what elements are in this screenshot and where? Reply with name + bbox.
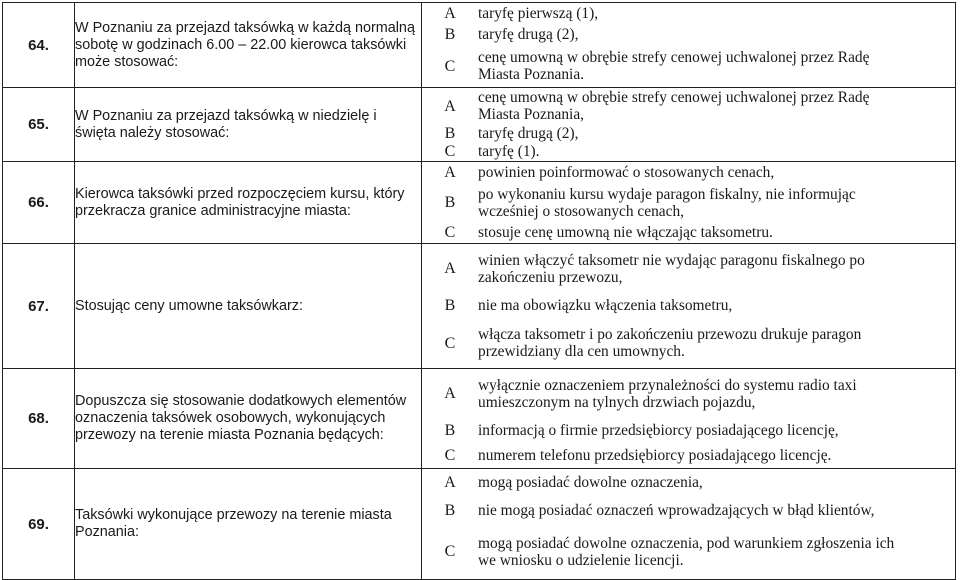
answer-letter: B: [444, 26, 456, 43]
answer-text-line: Miasta Poznania.: [478, 66, 584, 83]
answer-option: [422, 443, 955, 468]
answer-text-line: cenę umowną w obrębie strefy cenowej uchwalonej przez Radę: [478, 49, 870, 66]
answer-option: [422, 182, 955, 223]
answer-text-line: nie ma obowiązku włączenia taksometru,: [478, 297, 733, 315]
exam-questions-table: [2, 2, 956, 580]
answer-text: [478, 318, 955, 368]
answer-text-line: zakończeniu przewozu,: [478, 268, 623, 286]
answer-list: [422, 88, 955, 161]
question-text-line: W Poznaniu za przejazd taksówką w niedzielę i: [75, 107, 377, 124]
answer-letter: C: [444, 447, 456, 465]
answer-letter: B: [444, 194, 456, 211]
question-row: [3, 88, 956, 162]
answer-letter: A: [444, 5, 456, 22]
answer-letter: A: [444, 163, 456, 181]
answer-option: [422, 497, 955, 525]
question-number: 69.: [3, 469, 75, 580]
answer-text-line: mogą posiadać dowolne oznaczenia,: [478, 474, 703, 492]
answer-letter: B: [444, 125, 456, 143]
answer-text-line: taryfę (1).: [478, 143, 540, 161]
answer-text-line: wyłącznie oznaczeniem przynależności do systemu radio taxi: [478, 376, 857, 394]
answers-cell: [422, 469, 956, 580]
answer-option: [422, 318, 955, 368]
answer-option: [422, 524, 955, 579]
answer-text: [478, 88, 955, 125]
answer-letter: A: [444, 260, 456, 278]
answer-letter: B: [444, 422, 456, 440]
answer-text: [478, 182, 955, 223]
answer-text-line: mogą posiadać dowolne oznaczenia, pod warunkiem zgłoszenia ich: [478, 534, 895, 552]
question-row: [3, 369, 956, 469]
answer-text: [478, 3, 955, 24]
question-text-line: sobotę w godzinach 6.00 – 22.00 kierowca taksówki: [75, 36, 407, 53]
answer-option: [422, 162, 955, 182]
answer-text-line: taryfę pierwszą (1),: [478, 5, 599, 22]
answers-cell: [422, 3, 956, 88]
question-number: 64.: [3, 3, 75, 88]
answer-list: [422, 469, 955, 579]
answer-text-line: Miasta Poznania,: [478, 106, 584, 124]
answer-letter: C: [444, 543, 456, 560]
answer-text: [478, 45, 955, 87]
answer-text-line: taryfę drugą (2),: [478, 26, 579, 43]
answer-text-line: cenę umowną w obrębie strefy cenowej uchwalonej przez Radę: [478, 89, 870, 107]
answer-option: [422, 24, 955, 45]
answer-list: [422, 162, 955, 243]
question-text: [75, 88, 422, 162]
question-row: [3, 162, 956, 244]
answer-option: [422, 223, 955, 243]
answer-list: [422, 3, 955, 87]
answer-list: [422, 244, 955, 368]
question-text-line: Stosując ceny umowne taksówkarz:: [75, 297, 303, 314]
answer-list: [422, 369, 955, 468]
answer-text-line: przewidziany dla cen umownych.: [478, 343, 685, 361]
answer-text-line: nie mogą posiadać oznaczeń wprowadzających w błąd klientów,: [478, 501, 875, 519]
answer-option: [422, 3, 955, 24]
question-number: 66.: [3, 162, 75, 244]
answer-text: [478, 143, 955, 161]
answer-text: [478, 294, 955, 319]
answer-text-line: informacją o firmie przedsiębiorcy posiadającego licencję,: [478, 422, 839, 440]
answer-letter: C: [444, 57, 456, 75]
answers-cell: [422, 88, 956, 162]
answer-text: [478, 419, 955, 444]
question-row: [3, 469, 956, 580]
answer-option: [422, 244, 955, 294]
answer-text-line: powinien poinformować o stosowanych cenach,: [478, 163, 775, 181]
answer-text-line: włącza taksometr i po zakończeniu przewozu drukuje paragon: [478, 326, 862, 344]
question-text-line: może stosować:: [75, 53, 179, 70]
answer-text: [478, 369, 955, 419]
answer-text: [478, 162, 955, 182]
answer-letter: B: [444, 297, 456, 315]
answer-text: [478, 469, 955, 497]
question-text-line: W Poznaniu za przejazd taksówką w każdą normalną: [75, 19, 415, 36]
answer-option: [422, 469, 955, 497]
question-row: [3, 3, 956, 88]
question-text-line: Kierowca taksówki przed rozpoczęciem kursu, który: [75, 185, 405, 202]
answer-text-line: taryfę drugą (2),: [478, 125, 579, 143]
answer-option: [422, 45, 955, 87]
question-number: 68.: [3, 369, 75, 469]
answers-cell: [422, 244, 956, 369]
answer-text: [478, 223, 955, 243]
question-text: [75, 469, 422, 580]
question-text-line: Dopuszcza się stosowanie dodatkowych elementów: [75, 393, 407, 409]
answer-letter: C: [444, 334, 456, 352]
answer-text: [478, 125, 955, 143]
answer-letter: C: [444, 224, 456, 242]
question-number: 65.: [3, 88, 75, 162]
question-text: [75, 244, 422, 369]
answers-cell: [422, 162, 956, 244]
answer-letter: A: [444, 474, 456, 492]
answer-option: [422, 419, 955, 444]
answer-option: [422, 125, 955, 143]
questions-body: [3, 3, 956, 580]
answer-text: [478, 24, 955, 45]
answer-letter: A: [444, 97, 456, 115]
answer-text: [478, 244, 955, 294]
question-text-line: święta należy stosować:: [75, 124, 230, 141]
answer-text-line: winien włączyć taksometr nie wydając paragonu fiskalnego po: [478, 251, 865, 269]
answer-text: [478, 524, 955, 579]
answer-letter: A: [444, 385, 456, 403]
answer-text-line: we wniosku o udzielenie licencji.: [478, 551, 684, 569]
answers-cell: [422, 369, 956, 469]
answer-option: [422, 143, 955, 161]
answer-text: [478, 497, 955, 525]
question-number: 67.: [3, 244, 75, 369]
answer-text: [478, 443, 955, 468]
answer-option: [422, 88, 955, 125]
question-text: [75, 162, 422, 244]
answer-text-line: wcześniej o stosowanych cenach,: [478, 202, 684, 220]
answer-option: [422, 369, 955, 419]
question-row: [3, 244, 956, 369]
answer-text-line: numerem telefonu przedsiębiorcy posiadającego licencję.: [478, 447, 832, 465]
answer-letter: B: [444, 501, 456, 519]
question-text: [75, 3, 422, 88]
answer-text-line: po wykonaniu kursu wydaje paragon fiskalny, nie informując: [478, 185, 856, 203]
question-text: [75, 369, 422, 469]
question-text-line: przewozy na terenie miasta Poznania będących:: [75, 427, 384, 443]
answer-letter: C: [444, 143, 456, 161]
answer-text-line: stosuje cenę umowną nie włączając taksometru.: [478, 224, 773, 242]
answer-option: [422, 294, 955, 319]
answer-text-line: umieszczonym na tylnych drzwiach pojazdu,: [478, 393, 756, 411]
question-text-line: Taksówki wykonujące przewozy na terenie miasta: [75, 507, 392, 523]
question-text-line: Poznania:: [75, 524, 140, 540]
question-text-line: przekracza granice administracyjne miasta:: [75, 202, 351, 219]
question-text-line: oznaczenia taksówek osobowych, wykonujących: [75, 410, 386, 426]
